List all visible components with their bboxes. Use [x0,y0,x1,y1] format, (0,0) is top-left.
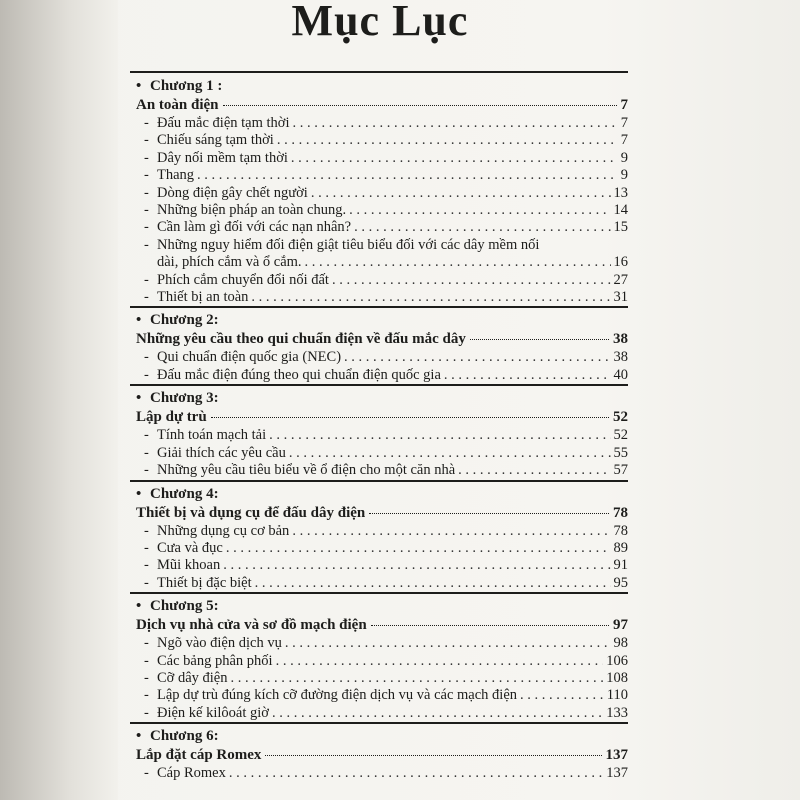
toc-entry[interactable]: - Giải thích các yêu cầu . . . 55 [130,445,628,462]
chapter-title-entry[interactable]: Những yêu cầu theo qui chuẩn điện về đấu mắc dây 38 [136,331,628,348]
chapter-label: • Chương 4: [136,485,219,502]
toc-entry[interactable]: - Những dụng cụ cơ bản . . . 78 [130,523,628,540]
chapter-divider [130,71,628,73]
toc-entry[interactable]: - Cỡ dây điện . . . 108 [130,670,628,687]
toc-entry[interactable]: - Mũi khoan . . . 91 [130,557,628,574]
chapter-title-entry[interactable]: Thiết bị và dụng cụ để đấu dây điện 78 [136,504,628,521]
chapter-label: • Chương 1 : [136,78,223,94]
chapter-divider [130,480,628,482]
chapter-block-1 [130,71,628,306]
chapter-title-entry[interactable]: Dịch vụ nhà cửa và sơ đồ mạch điện 97 [136,617,628,634]
toc-entry[interactable]: - Thiết bị an toàn . . . 31 [130,289,628,306]
toc-entry[interactable]: - Những biện pháp an toàn chung. . . . 14 [130,202,628,219]
toc-entry[interactable]: - Những nguy hiểm đối điện giật tiêu biểu đối với các dây mềm nối [144,236,540,253]
toc-entry[interactable]: - Ngõ vào điện dịch vụ . . . 98 [130,635,628,652]
page-title: Mục Lục [291,0,469,45]
chapter-label: • Chương 2: [136,312,219,329]
table-of-contents [130,71,628,783]
toc-entry[interactable]: - Qui chuẩn điện quốc gia (NEC) . . . 38 [130,349,628,366]
toc-entry[interactable]: - Điện kế kilôoát giờ . . . 133 [130,705,628,722]
chapter-divider [130,592,628,594]
toc-entry[interactable]: - Các bảng phân phối . . . 106 [130,653,628,670]
toc-entry[interactable]: - Cưa và đục . . . 89 [130,540,628,557]
chapter-divider [130,722,628,724]
chapter-block-3 [130,384,628,479]
chapter-block-4 [130,480,628,593]
toc-entry[interactable]: - Đấu mắc điện đúng theo qui chuẩn điện quốc gia . . . 40 [130,367,628,384]
chapter-title-entry[interactable]: Lập dự trù 52 [136,409,628,426]
chapter-label: • Chương 3: [136,390,219,407]
chapter-divider [130,306,628,308]
page-gutter-shadow [0,0,118,800]
chapter-label: • Chương 5: [136,598,219,615]
toc-entry[interactable]: - Cần làm gì đối với các nạn nhân? . . . 15 [130,219,628,236]
toc-entry[interactable]: - Dây nối mềm tạm thời . . . 9 [130,150,628,167]
chapter-title-entry[interactable]: An toàn điện 7 [136,97,628,113]
toc-entry[interactable]: - Tính toán mạch tải . . . 52 [130,427,628,444]
toc-entry[interactable]: - Lập dự trù đúng kích cỡ đường điện dịch vụ và các mạch điện . . . 110 [130,687,628,704]
toc-entry[interactable]: - Chiếu sáng tạm thời . . . 7 [130,132,628,149]
chapter-block-6 [130,722,628,782]
chapter-divider [130,384,628,386]
toc-entry[interactable]: - Những yêu cầu tiêu biểu về ổ điện cho một căn nhà . . . 57 [130,462,628,479]
toc-entry[interactable]: - Cáp Romex . . . 137 [130,765,628,782]
toc-entry-continued[interactable]: dài, phích cắm và ổ cắm. . . . 16 [130,254,628,271]
chapter-title-entry[interactable]: Lắp đặt cáp Romex 137 [136,747,628,764]
toc-entry[interactable]: - Thiết bị đặc biệt . . . 95 [130,575,628,592]
chapter-block-2 [130,306,628,384]
toc-entry[interactable]: - Đấu mắc điện tạm thời . . . 7 [130,115,628,132]
toc-entry[interactable]: - Dòng điện gây chết người . . . 13 [130,185,628,202]
toc-entry[interactable]: - Thang . . . 9 [130,167,628,184]
toc-entry[interactable]: - Phích cắm chuyển đổi nối đất . . . 27 [130,272,628,289]
chapter-label: • Chương 6: [136,728,219,745]
chapter-block-5 [130,592,628,722]
